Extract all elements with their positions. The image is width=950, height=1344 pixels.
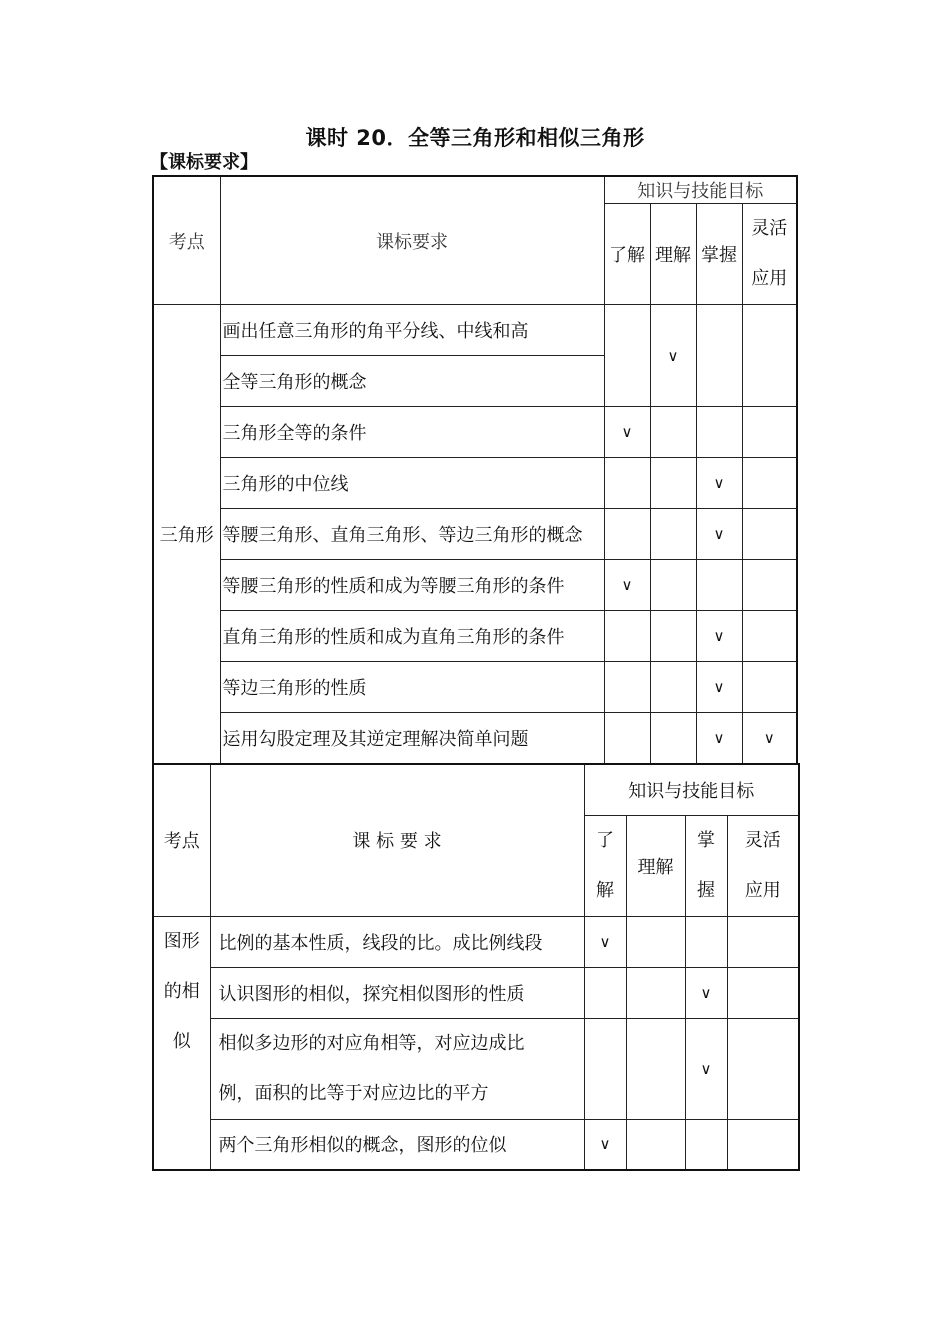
table-row-text: 直角三角形的性质和成为直角三角形的条件 bbox=[220, 611, 604, 662]
header-goal-group: 知识与技能目标 bbox=[604, 176, 797, 204]
table-row-text: 相似多边形的对应角相等，对应边成比 例，面积的比等于对应边比的平方 bbox=[210, 1018, 584, 1119]
header-level-zhangwo: 掌 握 bbox=[685, 815, 727, 916]
header-kebiao: 课标要求 bbox=[220, 176, 604, 305]
curriculum-table-triangles bbox=[152, 175, 798, 765]
table-row-text: 比例的基本性质，线段的比。成比例线段 bbox=[210, 916, 584, 967]
header-level-liaojie: 了 解 bbox=[584, 815, 626, 916]
header-kaodian: 考点 bbox=[153, 176, 220, 305]
check-mark: ∨ bbox=[584, 1119, 626, 1170]
header-level-linghuo: 灵活 应用 bbox=[727, 815, 799, 916]
mark-cell bbox=[604, 305, 650, 407]
topic-cell: 图形 的相 似 bbox=[153, 916, 210, 1170]
table-row-text: 运用勾股定理及其逆定理解决简单问题 bbox=[220, 713, 604, 764]
check-mark: ∨ bbox=[685, 967, 727, 1018]
curriculum-table-similarity bbox=[152, 763, 800, 1171]
table-row-text: 画出任意三角形的角平分线、中线和高 bbox=[220, 305, 604, 356]
header-kaodian: 考点 bbox=[153, 764, 210, 916]
topic-cell: 三角形 bbox=[153, 305, 220, 764]
header-level-lijie: 理解 bbox=[626, 815, 685, 916]
header-level-liaojie: 了解 bbox=[604, 204, 650, 305]
table-row-text: 认识图形的相似，探究相似图形的性质 bbox=[210, 967, 584, 1018]
table-row-text: 等腰三角形的性质和成为等腰三角形的条件 bbox=[220, 560, 604, 611]
table-row-text: 等腰三角形、直角三角形、等边三角形的概念 bbox=[220, 509, 604, 560]
check-mark: ∨ bbox=[696, 509, 742, 560]
header-level-lijie: 理解 bbox=[650, 204, 696, 305]
table-row-text: 全等三角形的概念 bbox=[220, 356, 604, 407]
mark-cell bbox=[696, 305, 742, 407]
check-mark: ∨ bbox=[696, 662, 742, 713]
table-row-text: 三角形全等的条件 bbox=[220, 407, 604, 458]
check-mark: ∨ bbox=[696, 611, 742, 662]
check-mark: ∨ bbox=[650, 305, 696, 407]
page-title: 课时 20．全等三角形和相似三角形 bbox=[305, 126, 645, 150]
header-level-linghuo: 灵活 应用 bbox=[742, 204, 797, 305]
table-row-text: 三角形的中位线 bbox=[220, 458, 604, 509]
check-mark: ∨ bbox=[604, 560, 650, 611]
check-mark: ∨ bbox=[584, 916, 626, 967]
header-kebiao: 课 标 要 求 bbox=[210, 764, 584, 916]
table-row-text: 两个三角形相似的概念，图形的位似 bbox=[210, 1119, 584, 1170]
header-goal-group: 知识与技能目标 bbox=[584, 764, 799, 815]
mark-cell bbox=[742, 305, 797, 407]
check-mark: ∨ bbox=[685, 1018, 727, 1119]
table-row-text: 等边三角形的性质 bbox=[220, 662, 604, 713]
check-mark: ∨ bbox=[696, 713, 742, 764]
check-mark: ∨ bbox=[604, 407, 650, 458]
section-label: 【课标要求】 bbox=[150, 152, 258, 173]
header-level-zhangwo: 掌握 bbox=[696, 204, 742, 305]
check-mark: ∨ bbox=[696, 458, 742, 509]
check-mark: ∨ bbox=[742, 713, 797, 764]
